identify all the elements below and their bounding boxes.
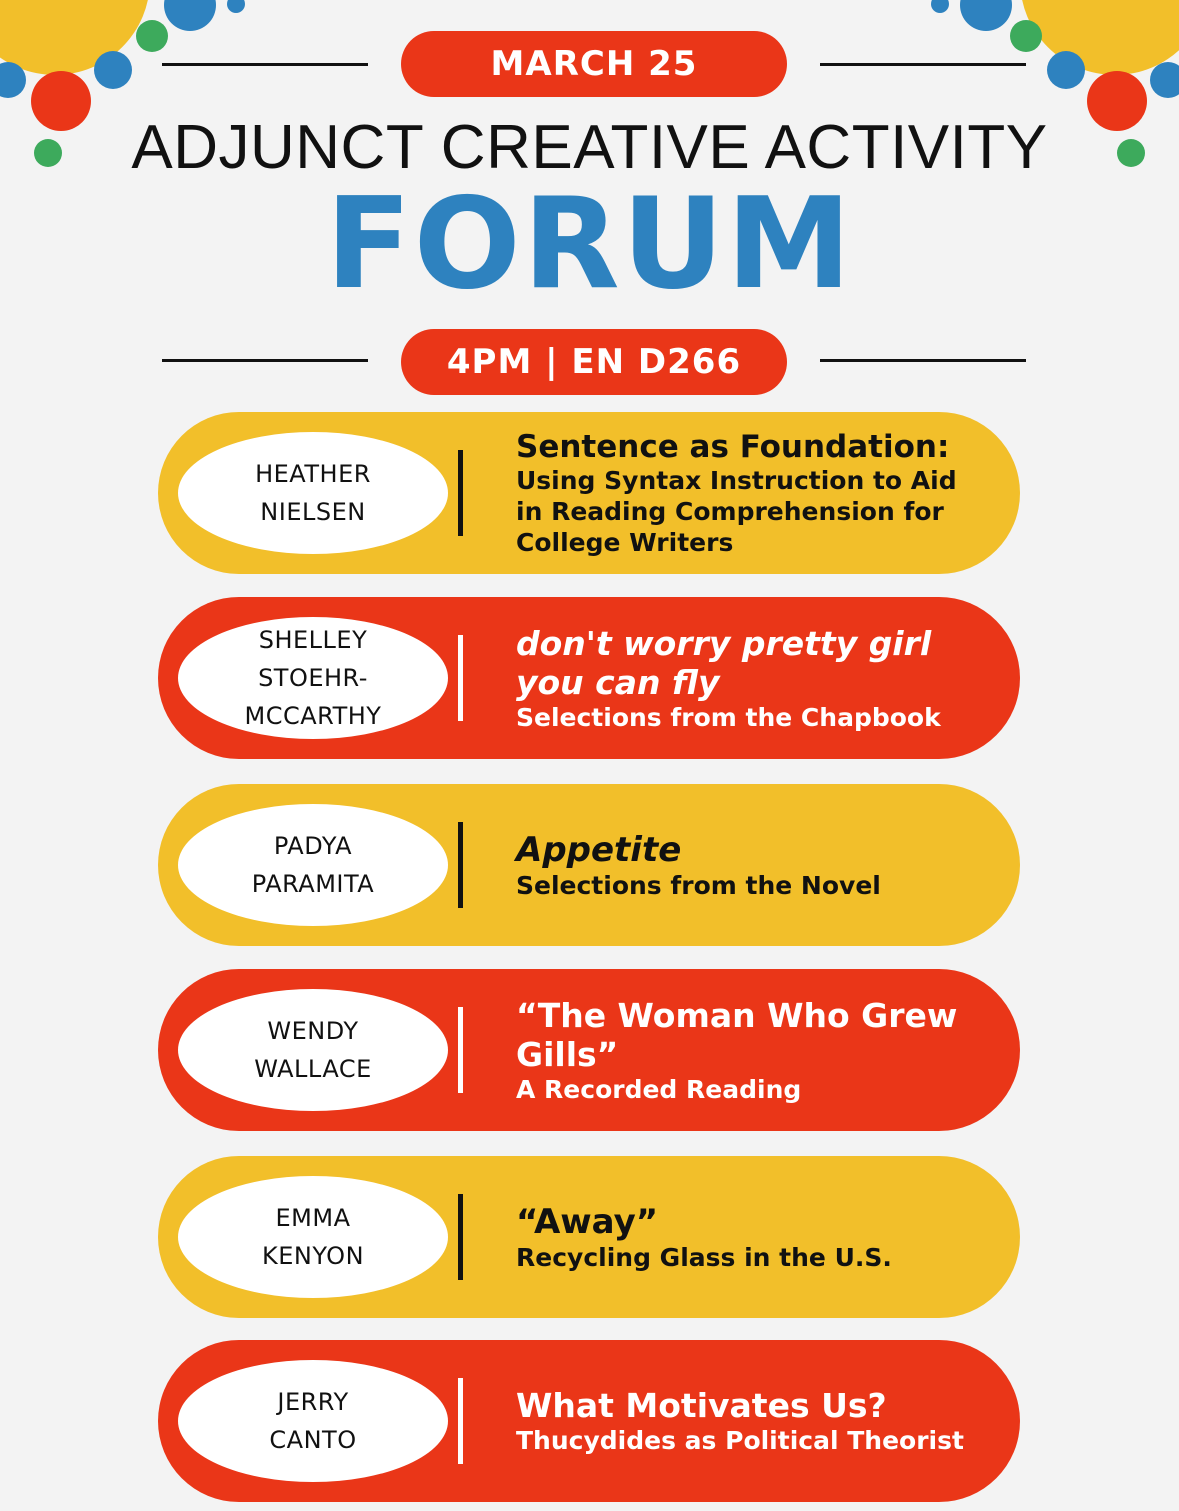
talk-title: don't worry pretty girl you can fly (516, 623, 932, 702)
blue-circle-decoration (931, 0, 949, 13)
blue-circle-decoration (227, 0, 245, 13)
talk-subtitle: A Recorded Reading (516, 1074, 802, 1104)
presenter-oval (178, 617, 448, 739)
presenter-oval (178, 432, 448, 554)
presenter-name: WENDY WALLACE (254, 1017, 372, 1083)
presenter-name: SHELLEY STOEHR- MCCARTHY (244, 626, 382, 730)
presenter-oval (178, 1176, 448, 1298)
presenter-oval (178, 1360, 448, 1482)
blue-circle-decoration (1047, 51, 1085, 89)
talk-info (516, 987, 990, 1113)
divider (458, 822, 463, 908)
divider (458, 1007, 463, 1093)
talk-info (516, 802, 990, 928)
date-text: MARCH 25 (490, 44, 698, 84)
talk-subtitle: Recycling Glass in the U.S. (516, 1242, 892, 1272)
divider (458, 450, 463, 536)
talk-title: “Away” (516, 1201, 659, 1242)
green-circle-decoration (136, 20, 168, 52)
yellow-circle-decoration (1020, 0, 1179, 75)
divider (458, 1378, 463, 1464)
talk-title: Appetite (516, 829, 682, 870)
presenter-name: PADYA PARAMITA (251, 832, 375, 898)
presentation-card (158, 412, 1020, 574)
blue-circle-decoration (1150, 62, 1179, 98)
talk-info (516, 615, 990, 741)
location-rule-left (162, 359, 368, 362)
talk-title: “The Woman Who Grew Gills” (516, 995, 958, 1074)
blue-circle-decoration (164, 0, 216, 31)
time-location-text: 4PM | EN D266 (446, 342, 742, 382)
header-rule-left (162, 63, 368, 66)
presentation-card (158, 784, 1020, 946)
talk-subtitle: Selections from the Chapbook (516, 702, 941, 732)
location-rule-right (820, 359, 1026, 362)
green-circle-decoration (1010, 20, 1042, 52)
talk-info (516, 430, 990, 556)
header-rule-right (820, 63, 1026, 66)
talk-info (516, 1358, 990, 1484)
presentation-card (158, 1156, 1020, 1318)
talk-title: Sentence as Foundation: (516, 428, 950, 465)
presentation-card (158, 1340, 1020, 1502)
yellow-circle-decoration (0, 0, 150, 75)
presenter-oval (178, 989, 448, 1111)
presentation-card (158, 597, 1020, 759)
blue-circle-decoration (0, 62, 26, 98)
event-subtitle: FORUM (325, 170, 854, 317)
talk-subtitle: Thucydides as Political Theorist (516, 1426, 964, 1455)
presenter-name: JERRY CANTO (269, 1388, 357, 1454)
divider (458, 635, 463, 721)
date-badge (401, 31, 787, 97)
talk-info (516, 1174, 990, 1300)
blue-circle-decoration (94, 51, 132, 89)
event-title: ADJUNCT CREATIVE ACTIVITY (131, 113, 1048, 182)
time-location-badge (401, 329, 787, 395)
talk-title: What Motivates Us? (516, 1386, 887, 1425)
presentation-card (158, 969, 1020, 1131)
presenter-name: EMMA KENYON (261, 1204, 365, 1270)
divider (458, 1194, 463, 1280)
blue-circle-decoration (960, 0, 1012, 31)
talk-subtitle: Using Syntax Instruction to Aid in Reading Comprehension for College Writers (516, 465, 957, 557)
presenter-name: HEATHER NIELSEN (255, 460, 371, 526)
talk-subtitle: Selections from the Novel (516, 870, 881, 900)
presenter-oval (178, 804, 448, 926)
